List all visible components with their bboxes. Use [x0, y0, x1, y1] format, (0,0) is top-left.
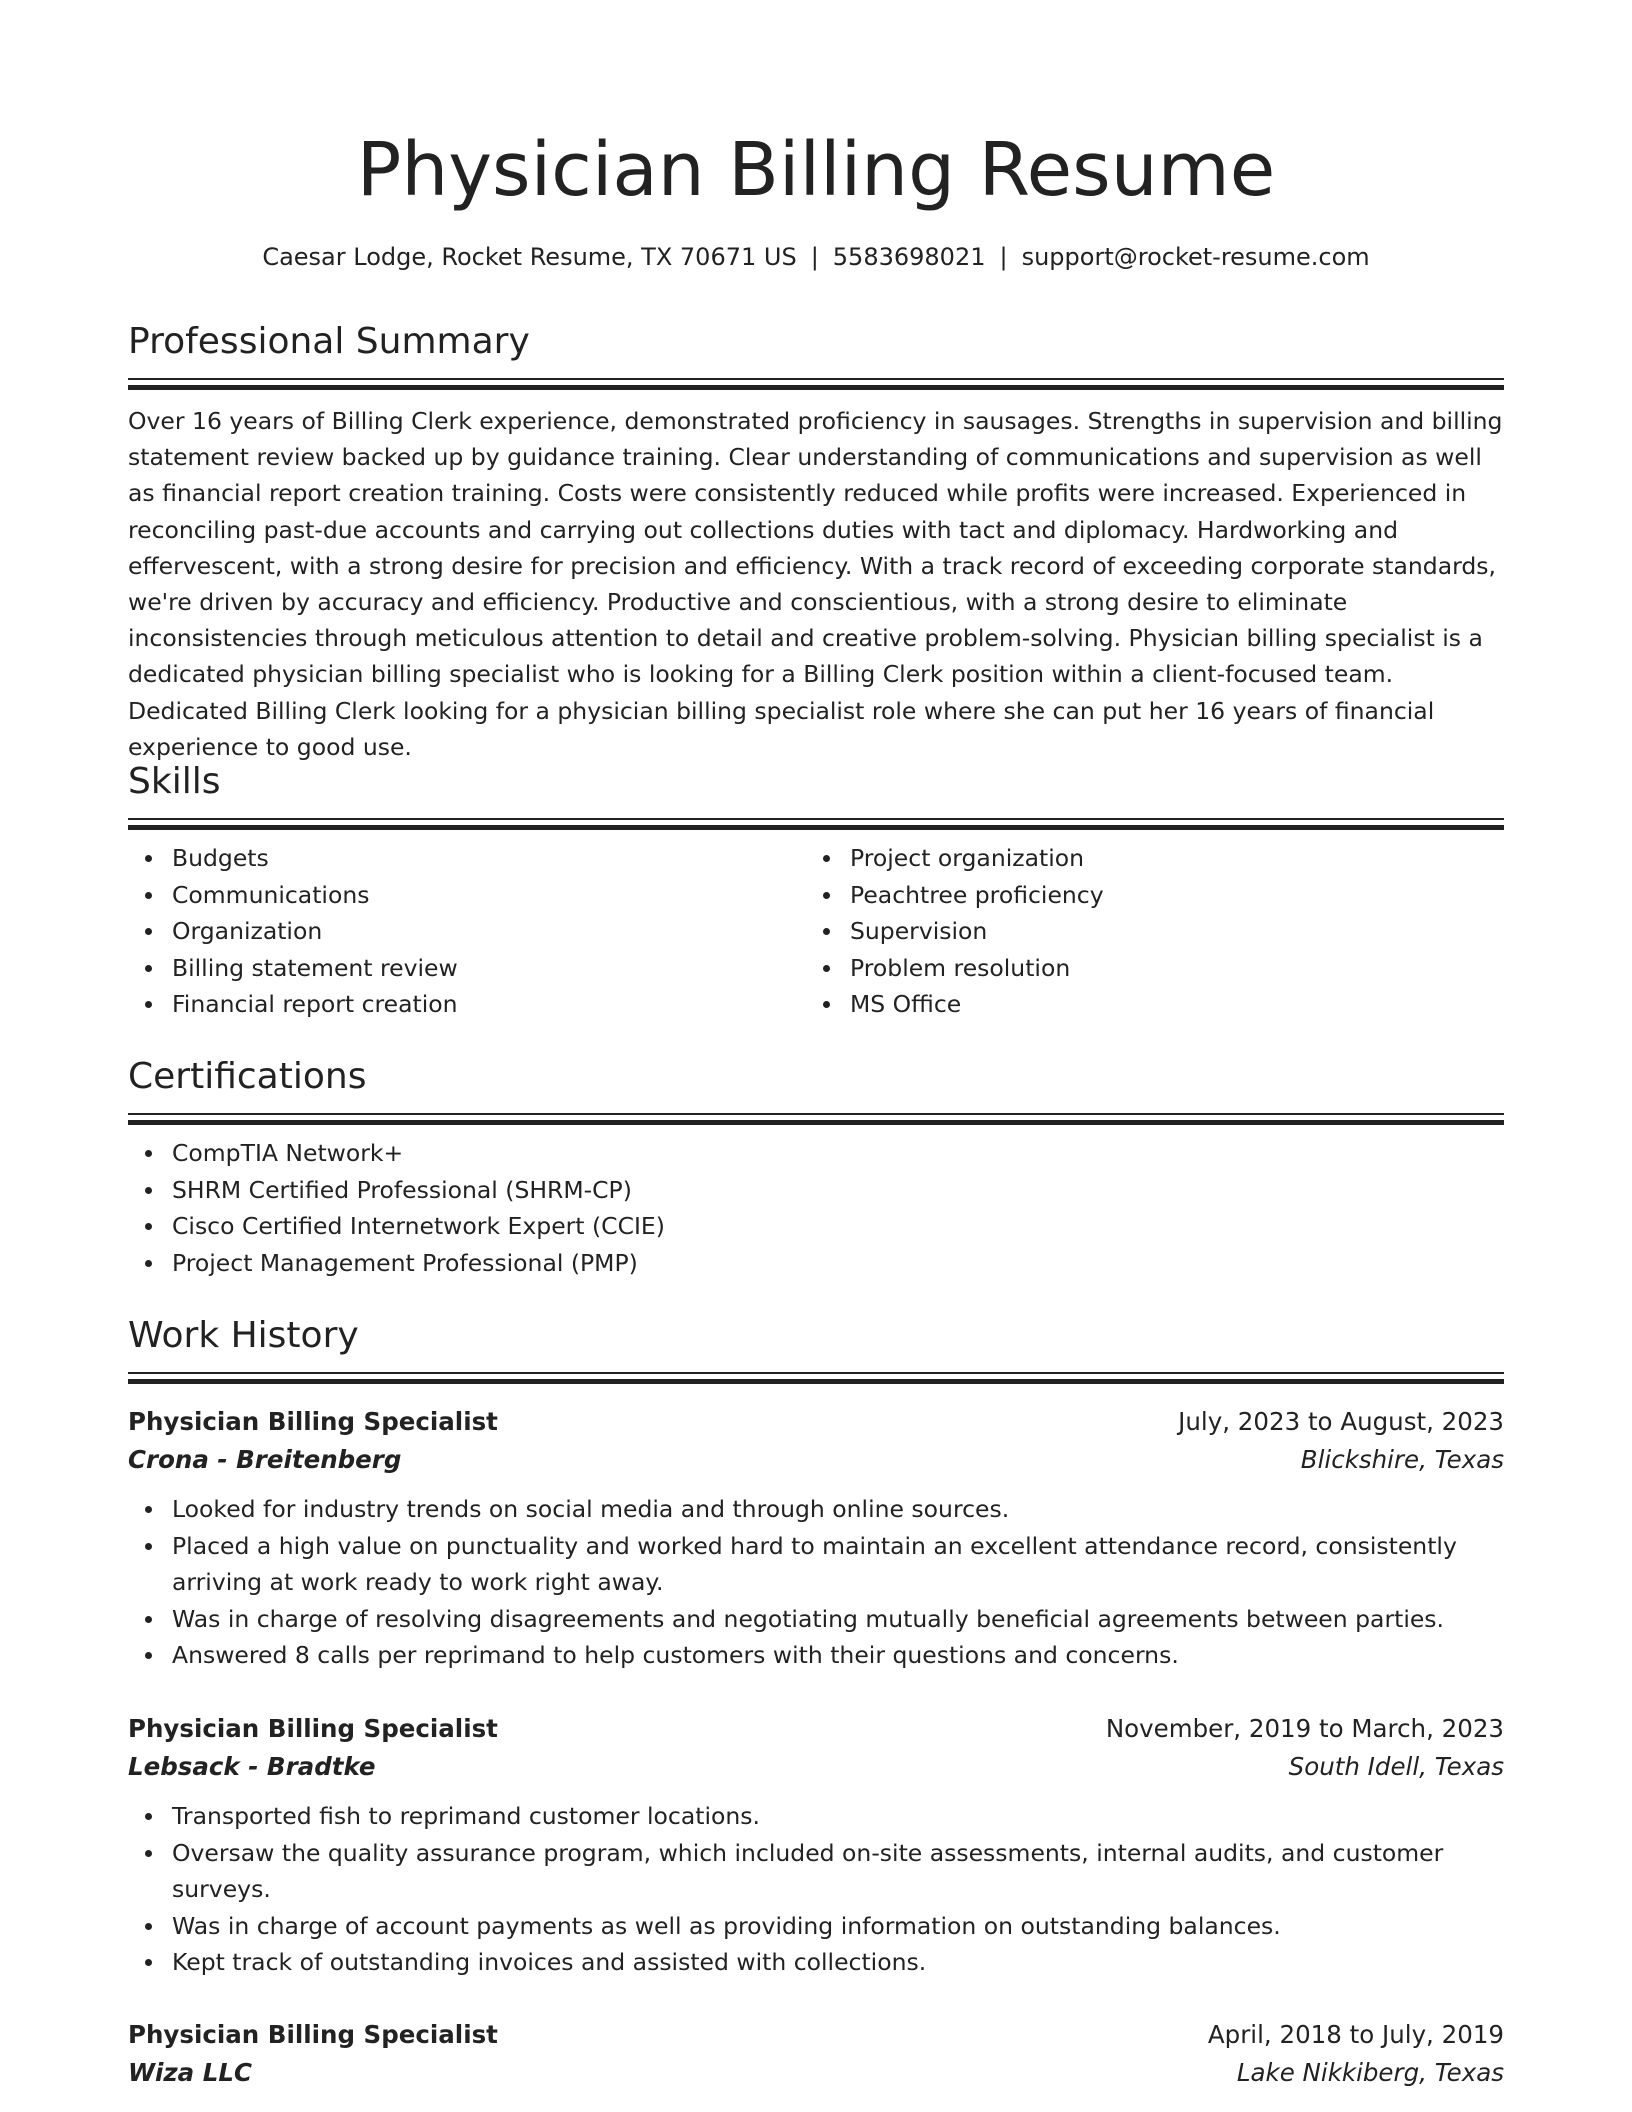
skill-item: Billing statement review [172, 950, 806, 987]
skills-section [128, 758, 1504, 1023]
job-bullet: Transported fish to reprimand customer locations. [172, 1798, 1504, 1835]
summary-section [128, 318, 1504, 765]
contact-address: Caesar Lodge, Rocket Resume, TX 70671 US [262, 243, 797, 271]
certifications-section [128, 1053, 1504, 1281]
skill-item: Peachtree proficiency [850, 877, 1484, 914]
certification-item: Project Management Professional (PMP) [172, 1245, 1504, 1282]
skills-list-right [806, 840, 1484, 1023]
contact-line [128, 237, 1504, 277]
certification-item: SHRM Certified Professional (SHRM-CP) [172, 1172, 1504, 1209]
contact-separator: | [999, 243, 1008, 271]
job-bullet: Was in charge of resolving disagreements and negotiating mutually beneficial agreements between parties. [172, 1601, 1504, 1638]
job-location: Lake Nikkiberg, Texas [1236, 2058, 1504, 2087]
job-bullet: Looked for industry trends on social media and through online sources. [172, 1491, 1504, 1528]
skills-columns [128, 830, 1504, 1023]
work-history-heading: Work History [128, 1315, 359, 1356]
job-dates: April, 2018 to July, 2019 [1207, 2020, 1504, 2049]
skill-item: Financial report creation [172, 986, 806, 1023]
job-entry [128, 1403, 1504, 1674]
job-company: Wiza LLC [128, 2058, 252, 2087]
job-entry [128, 1710, 1504, 1981]
job-bullet: Answered 8 calls per reprimand to help customers with their questions and concerns. [172, 1637, 1504, 1674]
skill-item: Supervision [850, 913, 1484, 950]
job-title: Physician Billing Specialist [128, 1714, 498, 1743]
certifications-heading: Certifications [128, 1056, 367, 1097]
job-dates: November, 2019 to March, 2023 [1105, 1714, 1504, 1743]
skill-item: Project organization [850, 840, 1484, 877]
section-divider [128, 378, 1504, 390]
job-company: Crona - Breitenberg [128, 1445, 402, 1474]
job-dates: July, 2023 to August, 2023 [1178, 1407, 1504, 1436]
section-divider [128, 818, 1504, 830]
job-bullets [128, 1491, 1504, 1674]
section-divider [128, 1372, 1504, 1384]
job-title: Physician Billing Specialist [128, 2020, 498, 2049]
job-location: Blickshire, Texas [1300, 1445, 1504, 1474]
summary-heading: Professional Summary [128, 321, 530, 362]
contact-email: support@rocket-resume.com [1021, 243, 1370, 271]
skill-item: MS Office [850, 986, 1484, 1023]
job-bullet: Kept track of outstanding invoices and assisted with collections. [172, 1944, 1504, 1981]
skills-list-left [128, 840, 806, 1023]
job-bullet: Oversaw the quality assurance program, which included on-site assessments, internal audits, and customer surveys. [172, 1835, 1504, 1908]
skill-item: Budgets [172, 840, 806, 877]
skill-item: Organization [172, 913, 806, 950]
work-history-section [128, 1312, 1504, 1384]
certifications-list [128, 1135, 1504, 1281]
contact-phone: 5583698021 [832, 243, 986, 271]
skills-heading: Skills [128, 761, 221, 802]
job-location: South Idell, Texas [1288, 1752, 1504, 1781]
certification-item: CompTIA Network+ [172, 1135, 1504, 1172]
job-bullets [128, 1798, 1504, 1981]
job-title: Physician Billing Specialist [128, 1407, 498, 1436]
certification-item: Cisco Certified Internetwork Expert (CCIE) [172, 1208, 1504, 1245]
job-bullet: Placed a high value on punctuality and worked hard to maintain an excellent attendance record, consistently arriving at work ready to work right away. [172, 1528, 1504, 1601]
resume-title: Physician Billing Resume [356, 127, 1276, 213]
job-bullet: Was in charge of account payments as well as providing information on outstanding balances. [172, 1908, 1504, 1945]
skill-item: Problem resolution [850, 950, 1484, 987]
summary-text: Over 16 years of Billing Clerk experience, demonstrated proficiency in sausages. Strengths in supervision and billing statement review backed up by guidance training. Clear understanding of communications and supervision as well as financial report creation training. Costs were consistently reduced while profits were increased. Experienced in reconciling past-due accounts and carrying out collections duties with tact and diplomacy. Hardworking and effervescent, with a strong desire for precision and efficiency. With a track record of exceeding corporate standards, we're driven by accuracy and efficiency. Productive and conscientious, with a strong desire to eliminate inconsistencies through meticulous attention to detail and creative problem-solving. Physician billing specialist is a dedicated physician billing specialist who is looking for a Billing Clerk position within a client-focused team. Dedicated Billing Clerk looking for a physician billing specialist role where she can put her 16 years of financial experience to good use. [128, 407, 1503, 761]
contact-separator: | [810, 243, 819, 271]
skill-item: Communications [172, 877, 806, 914]
job-company: Lebsack - Bradtke [128, 1752, 376, 1781]
job-entry [128, 2016, 1504, 2092]
section-divider [128, 1113, 1504, 1125]
